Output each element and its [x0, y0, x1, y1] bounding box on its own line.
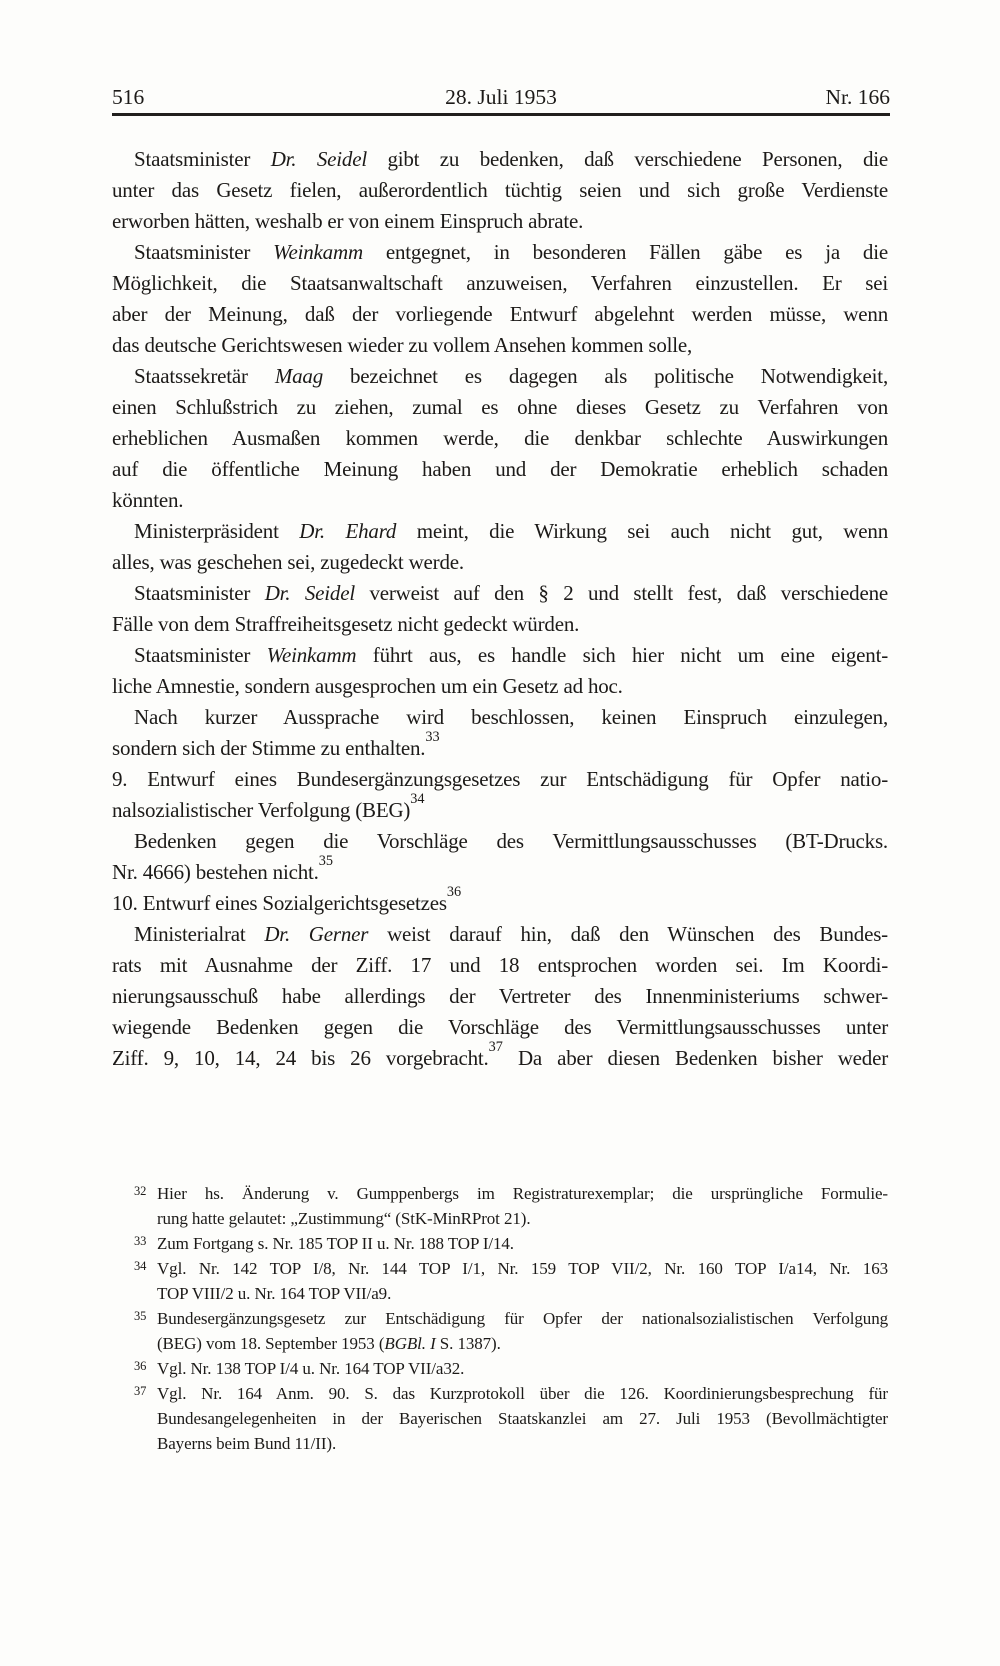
text-segment: Staatsminister — [134, 240, 274, 264]
footnote-marker: 37 — [134, 1384, 147, 1398]
text-line — [112, 981, 888, 1012]
text-segment: unter das Gesetz fielen, außerordentlich tüchtig seien und sich große Verdienste — [112, 178, 888, 202]
paragraph — [112, 883, 888, 919]
person-name-italic: BGBl. I — [384, 1334, 436, 1353]
text-segment: Bayerns beim Bund 11/II). — [157, 1434, 337, 1453]
text-line — [112, 919, 888, 950]
footnote-text — [157, 1231, 888, 1256]
footnote — [112, 1306, 888, 1356]
text-line — [112, 578, 888, 609]
text-segment: aber der Meinung, daß der vorliegende Entwurf abgelehnt werden müsse, wenn — [112, 302, 888, 326]
footnote-marker: 36 — [134, 1359, 147, 1373]
text-segment: einen Schlußstrich zu ziehen, zumal es ohne dieses Gesetz zu Verfahren von — [112, 395, 888, 419]
text-segment: Staatsminister — [134, 147, 271, 171]
text-line — [112, 361, 888, 392]
text-segment: 9. Entwurf eines Bundesergänzungsgesetzes zur Entschädigung für Opfer natio- — [112, 767, 888, 791]
text-line — [112, 671, 888, 702]
text-segment: Staatssekretär — [134, 364, 275, 388]
text-segment: Hier hs. Änderung v. Gumppenbergs im Registraturexemplar; die ursprüngliche Formulie- — [157, 1184, 888, 1203]
footnotes-block — [112, 1181, 888, 1456]
text-line — [112, 950, 888, 981]
footnote-marker: 35 — [134, 1309, 147, 1323]
text-line — [112, 852, 888, 888]
text-line — [112, 423, 888, 454]
text-segment: weist darauf hin, daß den Wünschen des Bundes- — [368, 922, 888, 946]
text-line — [112, 516, 888, 547]
person-name-italic: Dr. Seidel — [264, 581, 355, 605]
text-line — [112, 175, 888, 206]
person-name-italic: Dr. Seidel — [270, 147, 367, 171]
text-segment: wiegende Bedenken gegen die Vorschläge des Vermittlungsausschusses unter — [112, 1015, 888, 1039]
person-name-italic: Dr. Gerner — [264, 922, 369, 946]
text-segment: S. 1387). — [435, 1334, 501, 1353]
text-segment: liche Amnestie, sondern ausgesprochen um ein Gesetz ad hoc. — [112, 674, 623, 698]
text-line — [112, 268, 888, 299]
footnote — [112, 1256, 888, 1306]
header-rule — [112, 113, 890, 116]
footnote-text — [157, 1256, 888, 1306]
text-segment: Bundesangelegenheiten in der Bayerischen Staatskanzlei am 27. Juli 1953 (Bevollmächtigter — [157, 1409, 888, 1428]
footnote-reference: 35 — [318, 852, 333, 869]
text-segment: Staatsminister — [134, 643, 267, 667]
text-line — [157, 1206, 888, 1231]
text-line — [112, 883, 888, 919]
running-head — [112, 84, 890, 110]
text-line — [157, 1281, 888, 1306]
footnote-reference: 33 — [425, 728, 440, 745]
paragraph — [112, 640, 888, 702]
text-segment: Nach kurzer Aussprache wird beschlossen, keinen Einspruch einzulegen, — [134, 705, 888, 729]
text-segment: Möglichkeit, die Staatsanwaltschaft anzuweisen, Verfahren einzustellen. Er sei — [112, 271, 888, 295]
text-segment: entgegnet, in besonderen Fällen gäbe es ja die — [362, 240, 888, 264]
person-name-italic: Weinkamm — [273, 240, 363, 264]
text-segment: das deutsche Gerichtswesen wieder zu vollem Ansehen kommen solle, — [112, 333, 693, 357]
text-segment: sondern sich der Stimme zu enthalten. — [112, 736, 426, 760]
text-segment: Fälle von dem Straffreiheitsgesetz nicht gedeckt würden. — [112, 612, 580, 636]
paragraph — [112, 361, 888, 516]
text-line — [157, 1356, 888, 1381]
text-line — [157, 1381, 888, 1406]
footnote-marker: 34 — [134, 1259, 147, 1273]
text-segment: erheblichen Ausmaßen kommen werde, die denkbar schlechte Auswirkungen — [112, 426, 888, 450]
text-line — [157, 1256, 888, 1281]
paragraph — [112, 578, 888, 640]
text-segment: Bundesergänzungsgesetz zur Entschädigung für Opfer der nationalsozialistischen Verfolgung — [157, 1309, 888, 1328]
header-date: 28. Juli 1953 — [445, 85, 557, 109]
footnote — [112, 1181, 888, 1231]
text-segment: Ministerialrat — [134, 922, 265, 946]
text-segment: TOP VIII/2 u. Nr. 164 TOP VII/a9. — [157, 1284, 392, 1303]
paragraph — [112, 237, 888, 361]
text-line — [112, 640, 888, 671]
text-segment: rats mit Ausnahme der Ziff. 17 und 18 entsprochen worden sei. Im Koordi- — [112, 953, 888, 977]
text-segment: gibt zu bedenken, daß verschiedene Personen, die — [366, 147, 888, 171]
footnote-reference: 36 — [446, 883, 462, 900]
text-line — [112, 144, 888, 175]
text-segment: Staatsminister — [134, 581, 265, 605]
person-name-italic: Weinkamm — [266, 643, 357, 667]
text-line — [157, 1406, 888, 1431]
text-segment: führt aus, es handle sich hier nicht um eine eigent- — [356, 643, 888, 667]
footnote-marker: 32 — [134, 1184, 147, 1198]
text-line — [112, 1038, 888, 1074]
footnote — [112, 1356, 888, 1381]
text-line — [112, 790, 888, 826]
text-segment: alles, was geschehen sei, zugedeckt werde. — [112, 550, 464, 574]
paragraph — [112, 144, 888, 237]
text-segment: 10. Entwurf eines Sozialgerichtsgesetzes — [112, 891, 447, 915]
text-segment: (BEG) vom 18. September 1953 ( — [157, 1334, 385, 1353]
text-line — [112, 728, 888, 764]
text-segment: bezeichnet es dagegen als politische Notwendigkeit, — [323, 364, 888, 388]
document-number: Nr. 166 — [825, 85, 890, 109]
footnote-text — [157, 1181, 888, 1231]
person-name-italic: Maag — [274, 364, 324, 388]
text-segment: Da aber diesen Bedenken bisher weder — [502, 1046, 888, 1070]
text-segment: könnten. — [112, 488, 184, 512]
footnote-text — [157, 1356, 888, 1381]
text-line — [157, 1231, 888, 1256]
text-segment: erworben hätten, weshalb er von einem Einspruch abrate. — [112, 209, 584, 233]
text-segment: meint, die Wirkung sei auch nicht gut, wenn — [396, 519, 888, 543]
text-line — [157, 1306, 888, 1331]
text-line — [112, 454, 888, 485]
paragraph — [112, 764, 888, 826]
text-line — [157, 1331, 888, 1356]
person-name-italic: Dr. Ehard — [299, 519, 397, 543]
text-line — [112, 547, 888, 578]
footnote-marker: 33 — [134, 1234, 147, 1248]
text-segment: nierungsausschuß habe allerdings der Vertreter des Innenministeriums schwer- — [112, 984, 888, 1008]
text-segment: Bedenken gegen die Vorschläge des Vermittlungsausschusses (BT-Drucks. — [134, 829, 888, 853]
text-segment: Vgl. Nr. 138 TOP I/4 u. Nr. 164 TOP VII/a32. — [157, 1359, 465, 1378]
text-line — [157, 1181, 888, 1206]
text-line — [112, 826, 888, 857]
page-number: 516 — [112, 85, 145, 109]
text-segment: Ziff. 9, 10, 14, 24 bis 26 vorgebracht. — [112, 1046, 489, 1070]
text-segment: verweist auf den § 2 und stellt fest, daß verschiedene — [354, 581, 888, 605]
text-segment: Vgl. Nr. 142 TOP I/8, Nr. 144 TOP I/1, Nr. 159 TOP VII/2, Nr. 160 TOP I/a14, Nr. 163 — [157, 1259, 888, 1278]
text-line — [112, 764, 888, 795]
footnote-text — [157, 1306, 888, 1356]
text-segment: auf die öffentliche Meinung haben und der Demokratie erheblich schaden — [112, 457, 888, 481]
text-line — [112, 330, 888, 361]
text-segment: rung hatte gelautet: „Zustimmung“ (StK-MinRProt 21). — [157, 1209, 531, 1228]
paragraph — [112, 919, 888, 1074]
text-line — [112, 485, 888, 516]
paragraph — [112, 702, 888, 764]
text-segment: Nr. 4666) bestehen nicht. — [112, 860, 319, 884]
text-line — [112, 237, 888, 268]
text-line — [112, 206, 888, 237]
text-line — [112, 299, 888, 330]
text-line — [112, 609, 888, 640]
paragraph — [112, 826, 888, 888]
text-segment: Zum Fortgang s. Nr. 185 TOP II u. Nr. 188 TOP I/14. — [157, 1234, 514, 1253]
footnote-reference: 37 — [488, 1038, 503, 1055]
text-line — [157, 1431, 888, 1456]
body-text — [112, 144, 888, 1074]
paragraph — [112, 516, 888, 578]
text-line — [112, 702, 888, 733]
footnote — [112, 1231, 888, 1256]
footnote-text — [157, 1381, 888, 1456]
text-segment: Ministerpräsident — [134, 519, 300, 543]
text-line — [112, 392, 888, 423]
text-segment: Vgl. Nr. 164 Anm. 90. S. das Kurzprotokoll über die 126. Koordinierungsbesprechung für — [157, 1384, 888, 1403]
text-segment: nalsozialistischer Verfolgung (BEG) — [112, 798, 411, 822]
footnote-reference: 34 — [410, 790, 425, 807]
footnote — [112, 1381, 888, 1456]
